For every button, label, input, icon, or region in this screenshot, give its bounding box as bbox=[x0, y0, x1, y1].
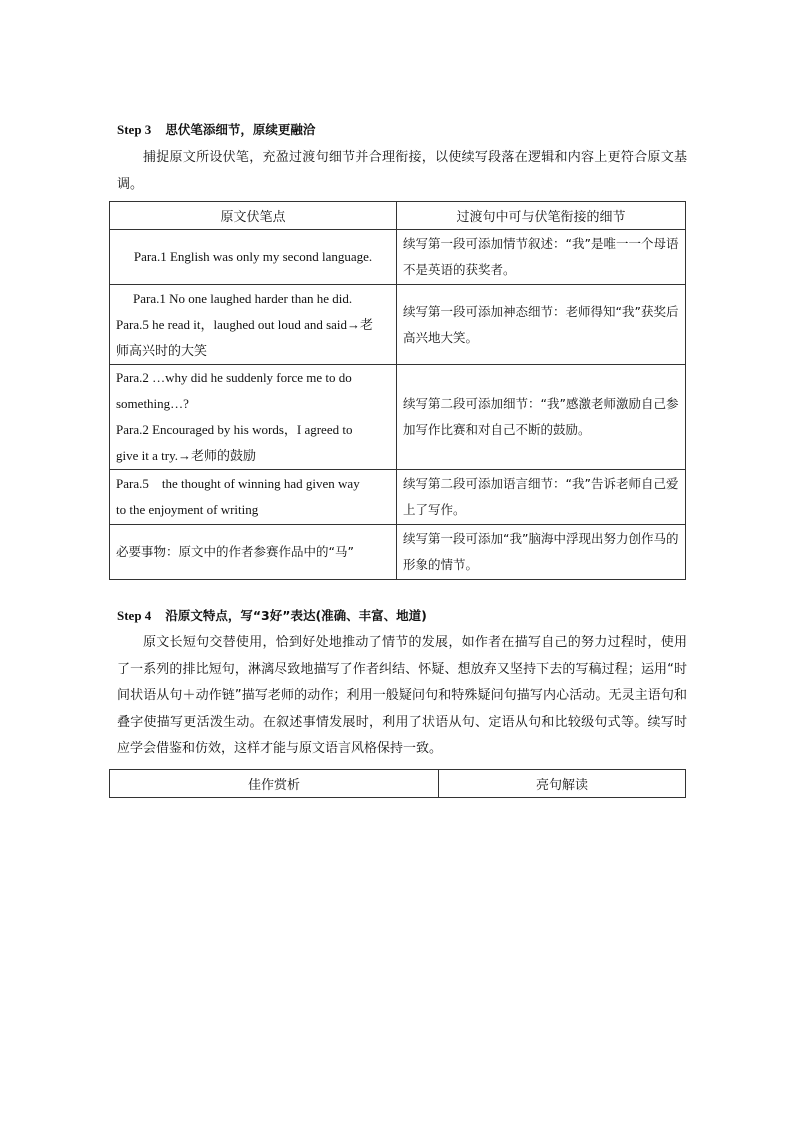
table-row bbox=[110, 470, 686, 525]
table-header-cell: 佳作赏析 bbox=[110, 770, 439, 798]
foreshadowing-cell bbox=[110, 470, 397, 525]
detail-cell: 续写第二段可添加细节：“我”感激老师激励自己参加写作比赛和对自己不断的鼓励。 bbox=[397, 365, 686, 470]
cell-line: 师高兴时的大笑 bbox=[116, 342, 208, 358]
detail-cell: 续写第一段可添加情节叙述：“我”是唯一一个母语不是英语的获奖者。 bbox=[397, 230, 686, 285]
step4-title: 沿原文特点，写“3好”表达(准确、丰富、地道) bbox=[165, 608, 427, 623]
step4-label: Step 4 bbox=[117, 608, 152, 623]
cell-line: Para.2 Encouraged by his words，I agreed to bbox=[116, 422, 353, 437]
cell-line: Para.1 English was only my second language. bbox=[133, 249, 373, 264]
step3-intro: 捕捉原文所设伏笔，充盈过渡句细节并合理衔接，以使续写段落在逻辑和内容上更符合原文基调。 bbox=[117, 150, 687, 192]
cell-line: Para.2 …why did he suddenly force me to do bbox=[116, 370, 352, 385]
foreshadowing-table bbox=[109, 201, 686, 580]
table-header-row bbox=[110, 770, 686, 798]
foreshadowing-cell bbox=[110, 230, 397, 285]
table-header-cell: 亮句解读 bbox=[439, 770, 686, 798]
table-row bbox=[110, 230, 686, 285]
step4-heading bbox=[117, 607, 427, 626]
foreshadowing-cell bbox=[110, 285, 397, 365]
table-row bbox=[110, 525, 686, 580]
table-header-cell: 原文伏笔点 bbox=[110, 202, 397, 230]
cell-line: to the enjoyment of writing bbox=[116, 502, 259, 517]
cell-line: give it a try.→老师的鼓励 bbox=[116, 448, 256, 463]
step4-intro: 原文长短句交替使用，恰到好处地推动了情节的发展，如作者在描写自己的努力过程时，使用了一系列的排比短句，淋漓尽致地描写了作者纠结、怀疑、想放弃又坚持下去的写稿过程；运用“时间状语从句＋动作链”描写老师的动作；利用一般疑问句和特殊疑问句描写内心活动。无灵主语句和叠字使描写更活泼生动。在叙述事情发展时，利用了状语从句、定语从句和比较级句式等。续写时应学会借鉴和仿效，这样才能与原文语言风格保持一致。 bbox=[117, 635, 687, 756]
table-row bbox=[110, 285, 686, 365]
table-header-cell: 过渡句中可与伏笔衔接的细节 bbox=[397, 202, 686, 230]
cell-line: Para.5 the thought of winning had given way bbox=[116, 476, 360, 491]
step3-title: 思伏笔添细节，原续更融洽 bbox=[165, 122, 316, 137]
cell-line: Para.5 he read it，laughed out loud and said→老 bbox=[116, 316, 374, 332]
cell-line: 必要事物：原文中的作者参赛作品中的“马” bbox=[116, 544, 354, 559]
detail-cell: 续写第二段可添加语言细节：“我”告诉老师自己爱上了写作。 bbox=[397, 470, 686, 525]
step3-label: Step 3 bbox=[117, 122, 152, 137]
table-row bbox=[110, 365, 686, 470]
foreshadowing-cell bbox=[110, 365, 397, 470]
foreshadowing-cell bbox=[110, 525, 397, 580]
table-header-row bbox=[110, 202, 686, 230]
cell-line: Para.1 No one laughed harder than he did. bbox=[133, 290, 353, 306]
detail-cell: 续写第一段可添加神态细节：老师得知“我”获奖后高兴地大笑。 bbox=[397, 285, 686, 365]
cell-line: something…? bbox=[116, 396, 189, 411]
step3-heading bbox=[117, 121, 315, 140]
detail-cell: 续写第一段可添加“我”脑海中浮现出努力创作马的形象的情节。 bbox=[397, 525, 686, 580]
appreciation-table bbox=[109, 769, 686, 798]
